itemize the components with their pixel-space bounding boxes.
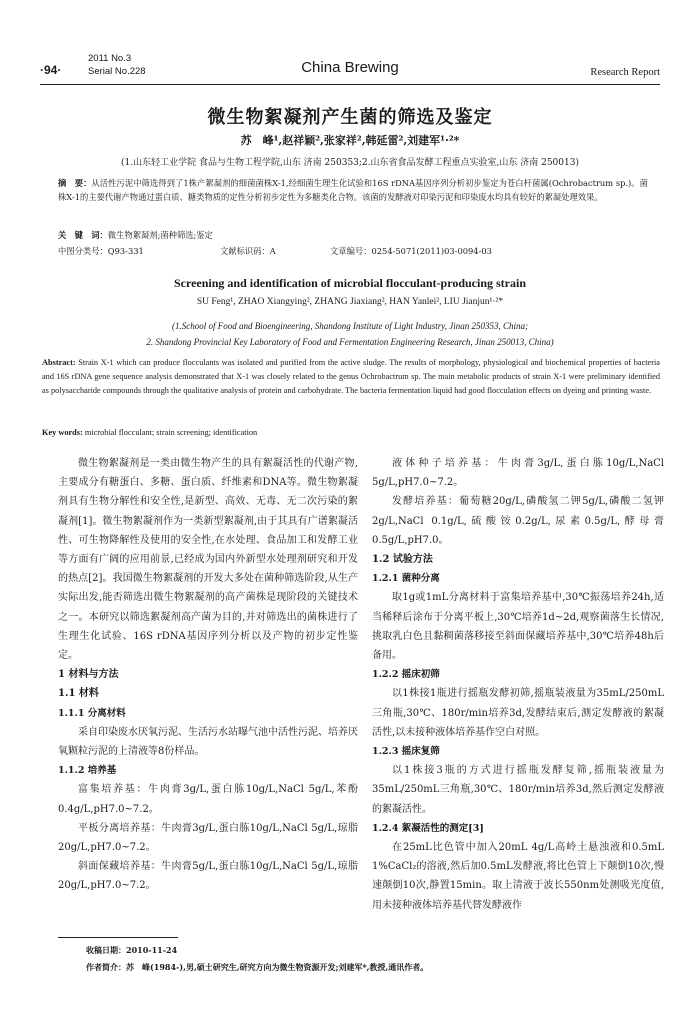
enrichment-medium-paragraph: 富集培养基：牛肉膏3g/L,蛋白胨10g/L,NaCl 5g/L,苯酚0.4g/L,pH7.0~7.2。	[58, 784, 358, 815]
english-keywords-text: microbial flocculant; strain screening; identification	[82, 428, 258, 437]
slant-medium-paragraph: 斜面保藏培养基：牛肉膏5g/L,蛋白胨10g/L,NaCl 5g/L,琼脂 20g/L,pH7.0~7.2。	[58, 861, 358, 892]
isolation-materials-paragraph: 采自印染废水厌氧污泥、生活污水站曝气池中活性污泥、培养厌氧颗粒污泥的上清液等8份样品。	[58, 726, 358, 758]
issue-year-number: 2011 No.3	[88, 53, 132, 64]
subsection-heading-methods: 1.2 试验方法	[372, 554, 433, 566]
intro-paragraph: 微生物絮凝剂是一类由微生物产生的具有絮凝活性的代谢产物,主要成分有糖蛋白、多糖、蛋白质、纤维素和DNA等。微生物絮凝剂具有生物分解性和安全性,是新型、高效、无毒、无二次污染的絮凝剂[1]。微生物絮凝剂作为一类新型絮凝剂,由于其具有广谱絮凝活性、可生物降解性及使用的安全性,在水处理、食品加工和发酵工业等方面有广阔的应用前景,已经成为国内外新型水处理剂研究和开发的热点[2]。我国微生物絮凝剂的开发大多处在菌种筛选阶段,从生产实际出发,能否筛选出微生物絮凝剂的高产菌株是现阶段的关键技术之一。本研究以筛选絮凝剂高产菌为目的,并对筛选出的菌株进行了生理生化试验、16S rDNA基因序列分析以及产物的初步定性鉴定。	[58, 458, 358, 662]
heading-flocculation-assay: 1.2.4 絮凝活性的测定[3]	[372, 822, 484, 834]
secondary-screening-paragraph: 以1株接3瓶的方式进行摇瓶发酵复筛,摇瓶装液量为35mL/250mL三角瓶,30℃、180r/min培养3d,然后测定发酵液的絮凝活性。	[372, 765, 664, 815]
chinese-title: 微生物絮凝剂产生菌的筛选及鉴定	[207, 107, 493, 128]
english-abstract	[42, 356, 660, 398]
heading-secondary-screening: 1.2.3 摇床复筛	[372, 746, 440, 758]
left-column	[58, 454, 358, 896]
journal-name: China Brewing	[301, 59, 399, 76]
english-title: Screening and identification of microbial flocculant-producing strain	[173, 276, 526, 290]
primary-screening-paragraph: 以1株接1瓶进行摇瓶发酵初筛,摇瓶装液量为35mL/250mL三角瓶,30℃、180r/min培养3d,发酵结束后,测定发酵液的絮凝活性,以未接种液体培养基作空白对照。	[372, 688, 664, 738]
author-biography: 作者简介：苏 峰(1984-),男,硕士研究生,研究方向为微生物资源开发;刘建军*,教授,通讯作者。	[86, 962, 429, 972]
strain-isolation-paragraph: 取1g或1mL分离材料于富集培养基中,30℃振荡培养24h,适当稀释后涂布于分离平板上,30℃培养1d~2d,观察菌落生长情况,挑取乳白色且黏稠菌落移接至斜面保藏培养基中,30℃培养48h后备用。	[372, 592, 664, 662]
english-authors: SU Feng¹, ZHAO Xiangying², ZHANG Jiaxiang², HAN Yanlei², LIU Jianjun¹·²*	[196, 297, 504, 307]
running-header	[40, 50, 660, 85]
chinese-abstract-text: 从活性污泥中筛选得到了1株产絮凝剂的细菌菌株X-1,经细菌生理生化试验和16S rDNA基因序列分析初步鉴定为苍白杆菌属(Ochrobactrum sp.)。菌株X-1的主要代谢产物通过蛋白质、糖类物质的定性分析初步定性为多糖类化合物。该菌的发酵液对印染污泥和印染废水均具有较好的絮凝处理效果。	[58, 178, 648, 202]
page-number: ·94·	[40, 63, 62, 77]
received-date: 收稿日期：2010-11-24	[86, 945, 178, 955]
english-keywords-label: Key words:	[42, 428, 83, 437]
plate-medium-paragraph: 平板分离培养基：牛肉膏3g/L,蛋白胨10g/L,NaCl 5g/L,琼脂 20g/L,pH7.0~7.2。	[58, 822, 358, 854]
document-code: 文献标识码：A	[220, 246, 276, 256]
english-affiliation-2: 2. Shandong Provincial Key Laboratory of Food and Fermentation Engineering Research, Jinan 250013, China)	[146, 337, 554, 347]
chinese-keywords-label: 关 键 词：	[58, 230, 108, 240]
section-heading-materials-methods: 1 材料与方法	[58, 669, 119, 681]
heading-isolation-materials: 1.1.1 分离材料	[58, 707, 126, 719]
subsection-heading-materials: 1.1 材料	[58, 688, 99, 700]
heading-strain-isolation: 1.2.1 菌种分离	[372, 573, 440, 585]
chinese-abstract	[58, 176, 648, 204]
english-abstract-label: Abstract:	[42, 358, 76, 367]
english-affiliation-1: (1.School of Food and Bioengineering, Shandong Institute of Light Industry, Jinan 250353, China;	[172, 321, 528, 331]
chinese-authors: 苏 峰¹,赵祥颖²,张家祥²,韩延雷²,刘建军¹·²*	[240, 134, 460, 147]
heading-culture-media: 1.1.2 培养基	[58, 765, 117, 777]
clc-number: 中图分类号：Q93-331	[58, 246, 144, 256]
right-column	[372, 454, 664, 915]
serial-number: Serial No.228	[88, 66, 146, 77]
fermentation-medium-paragraph: 发酵培养基：葡萄糖20g/L,磷酸氢二钾5g/L,磷酸二氢钾2g/L,NaCl 0.1g/L,硫酸铵0.2g/L,尿素0.5g/L,酵母膏0.5g/L,pH7.0。	[372, 496, 664, 546]
english-affiliation	[0, 318, 700, 350]
section-label: Research Report	[590, 67, 660, 78]
heading-primary-screening: 1.2.2 摇床初筛	[372, 669, 440, 681]
footnote-rule	[58, 937, 178, 938]
english-abstract-text: Strain X-1 which can produce flocculants was isolated and purified from the active sludge. The results of morphology, physiological and biochemical properties of bacteria and 16S rDNA gene sequence analysis demonstrated that X-1 was closely related to the genus Ochrobactrum sp. The main metabolic products of strain X-1 were preliminary identified as polysaccharide compounds through the qualitative analysis of protein and carbohydrate. The bacteria fermentation liquid had good flocculation effects on dyeing and printing waste.	[42, 358, 660, 395]
chinese-abstract-label: 摘 要：	[58, 178, 92, 188]
chinese-keywords	[58, 229, 648, 241]
seed-medium-paragraph: 液体种子培养基：牛肉膏3g/L,蛋白胨10g/L,NaCl 5g/L,pH7.0~7.2。	[372, 458, 664, 489]
chinese-affiliation: (1.山东轻工业学院 食品与生物工程学院,山东 济南 250353;2.山东省食品发酵工程重点实验室,山东 济南 250013)	[121, 158, 579, 168]
article-number: 文章编号：0254-5071(2011)03-0094-03	[330, 246, 492, 256]
chinese-keywords-text: 微生物絮凝剂;菌种筛选;鉴定	[107, 230, 213, 240]
flocculation-assay-paragraph: 在25mL比色管中加入20mL 4g/L高岭土悬浊液和0.5mL 1%CaCl₂的溶液,然后加0.5mL发酵液,将比色管上下颠倒10次,慢速颠倒10次,静置15min。取上清液于波长550nm处测吸光度值,用未接种液体培养基代替发酵液作	[372, 842, 664, 911]
english-keywords	[42, 428, 660, 437]
